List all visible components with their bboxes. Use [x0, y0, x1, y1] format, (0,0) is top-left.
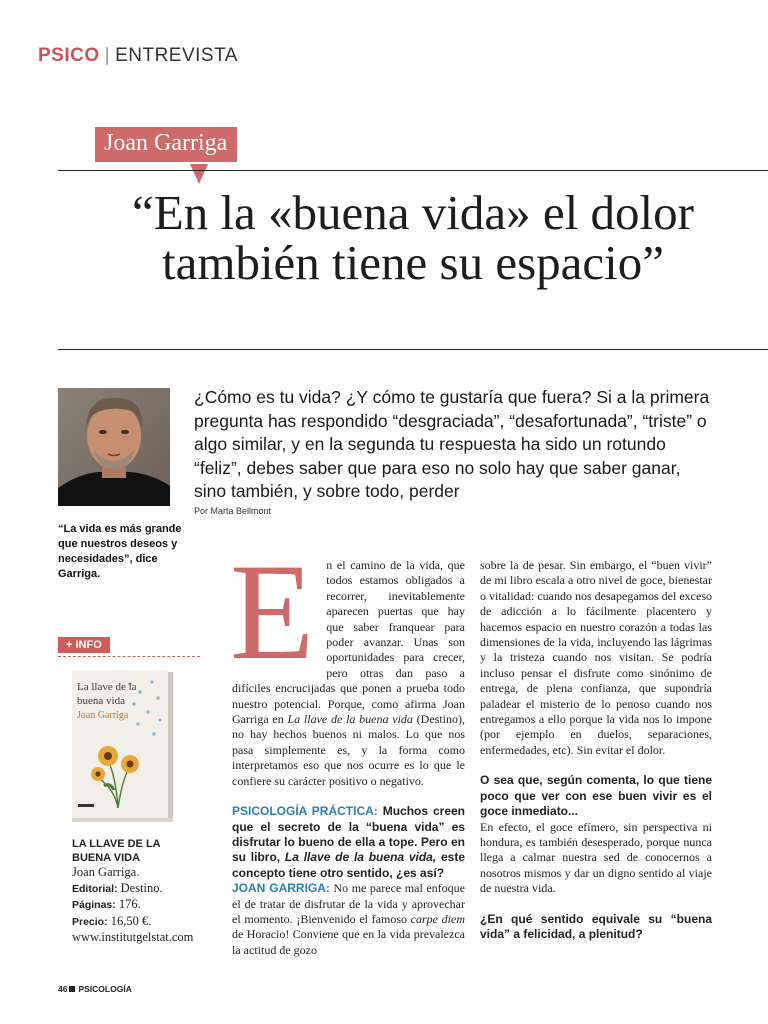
subsection-name: ENTREVISTA	[115, 45, 238, 66]
intro-paragraph: ¿Cómo es tu vida? ¿Y cómo te gustaría que fuera? Si a la primera pregunta has respondido “desgraciada”, “desafortunada”, “triste” o algo similar, y en la segunda tu respuesta ha sido un rotundo “feliz”, debes saber que para eso no solo hay que saber ganar, sino también, y sobre todo, perder	[194, 387, 710, 501]
answer-1-latin: carpe diem	[410, 911, 465, 926]
section-label	[38, 45, 238, 67]
name-tag-pointer	[190, 164, 208, 184]
question-1-text: Muchos creen que el secreto de la “buena vida” es disfrutar lo bueno de ella a tope. Pero en su libro,	[232, 804, 465, 865]
question-1-label: PSICOLOGÍA PRÁCTICA:	[232, 804, 378, 819]
book-author: Joan Garriga.	[72, 865, 140, 879]
book-info	[72, 837, 197, 946]
question-1-text-end: este concepto tiene otro sentido, ¿es así?	[232, 850, 465, 880]
cover-title-line1: La llave de la	[77, 681, 137, 693]
author-photo	[58, 388, 170, 506]
question-3: ¿En qué sentido equivale su “buena vida” a felicidad, a plenitud?	[480, 911, 712, 941]
website-link[interactable]: www.institutgelstat.com	[72, 930, 194, 944]
headline-bottom-rule	[58, 349, 768, 350]
pages-label: Páginas:	[72, 899, 116, 911]
paragraph-1-end: (Destino), no hay hechos buenos ni malos. Lo que nos pasa simplemente es, y la forma como interpretamos eso que nos ocurre es lo que le confiere su carácter positivo o negativo.	[232, 712, 465, 788]
section-separator: |	[104, 45, 111, 66]
cover-title-line2: buena vida	[77, 695, 125, 707]
footer-square-icon	[69, 986, 75, 992]
headline-top-rule	[58, 170, 768, 171]
photo-caption: “La vida es más grande que nuestros deseos y necesidades”, dice Garriga.	[58, 523, 182, 580]
page-footer	[58, 984, 132, 994]
question-2: O sea que, según comenta, lo que tiene poco que ver con ese buen vivir es el goce inmediato...	[480, 773, 712, 819]
book-cover-image	[68, 668, 174, 824]
info-tag: + INFO	[58, 637, 110, 653]
headline: “En la «buena vida» el dolor también tiene su espacio”	[132, 185, 694, 290]
cover-author: Joan Garriga	[77, 710, 129, 721]
answer-1	[232, 881, 465, 958]
body-column-2	[480, 558, 712, 942]
interviewee-name-tag: Joan Garriga	[95, 127, 237, 162]
magazine-name: PSICOLOGÍA	[78, 984, 132, 994]
pages-value: 176.	[118, 897, 141, 911]
question-1	[232, 804, 465, 881]
publisher-value: Destino.	[120, 880, 163, 895]
answer-1-label: JOAN GARRIGA:	[232, 881, 330, 896]
answer-1-text-end: de Horacio! Conviene que en la vida prevalezca la actitud de gozo	[232, 927, 465, 957]
info-dashed-rule	[58, 656, 200, 658]
answer-1-text: No me parece mal enfoque el de tratar de disfrutar de la vida y aprovechar el momento. ¡Bienvenido el famoso	[232, 881, 465, 926]
answer-2: En efecto, el goce efímero, sin perspectiva ni hondura, es también desesperado, porque nunca llega a calmar nuestra sed de conocernos a nosotros mismos y dar un digno sentido al viaje de nuestra vida.	[480, 819, 712, 896]
question-1-book-title: La llave de la buena vida,	[284, 850, 437, 865]
paragraph-1: n el camino de la vida, que todos estamos obligados a recorrer, inevitablemente aparecen puertas que hay que saber franquear para poder avanzar. Unas son oportunidades para crecer, pero otras dan paso a difíciles encrucijadas que ponen a prueba todo nuestro potencial. Porque, como afirma Joan Garriga en	[232, 558, 465, 727]
page-number: 46	[58, 984, 68, 994]
price-value: 16,50 €.	[110, 913, 152, 928]
price-label: Precio:	[72, 915, 108, 928]
book-title: LA LLAVE DE LA BUENA VIDA	[72, 838, 161, 864]
body-column-1	[230, 535, 465, 958]
book-title-italic: La llave de la buena vida	[287, 712, 413, 727]
paragraph-2: sobre la de pesar. Sin embargo, el “buen vivir” de mi libro escala a otro nivel de goce, bienestar o vitalidad: cuando nos desapegamos del exceso de adicción a lo fácilmente placentero y hacemos espacio en nuestro corazón a todas las dimensiones de la vida, incluyendo las lágrimas y la tristeza cuando nos visitan. Se podría incluso pensar el disfrute como sinónimo de entrega, de plena confianza, que supondría paladear el misterio de lo penoso cuando nos entregamos a ello porque la vida nos lo impone (por ejemplo en duelos, separaciones, enfermedades, etc). Sin evitar el dolor.	[480, 558, 712, 757]
section-name: PSICO	[38, 45, 100, 66]
publisher-label: Editorial:	[72, 882, 118, 895]
byline: Por Marta Bellmont	[194, 506, 272, 516]
drop-cap: E	[230, 535, 315, 688]
